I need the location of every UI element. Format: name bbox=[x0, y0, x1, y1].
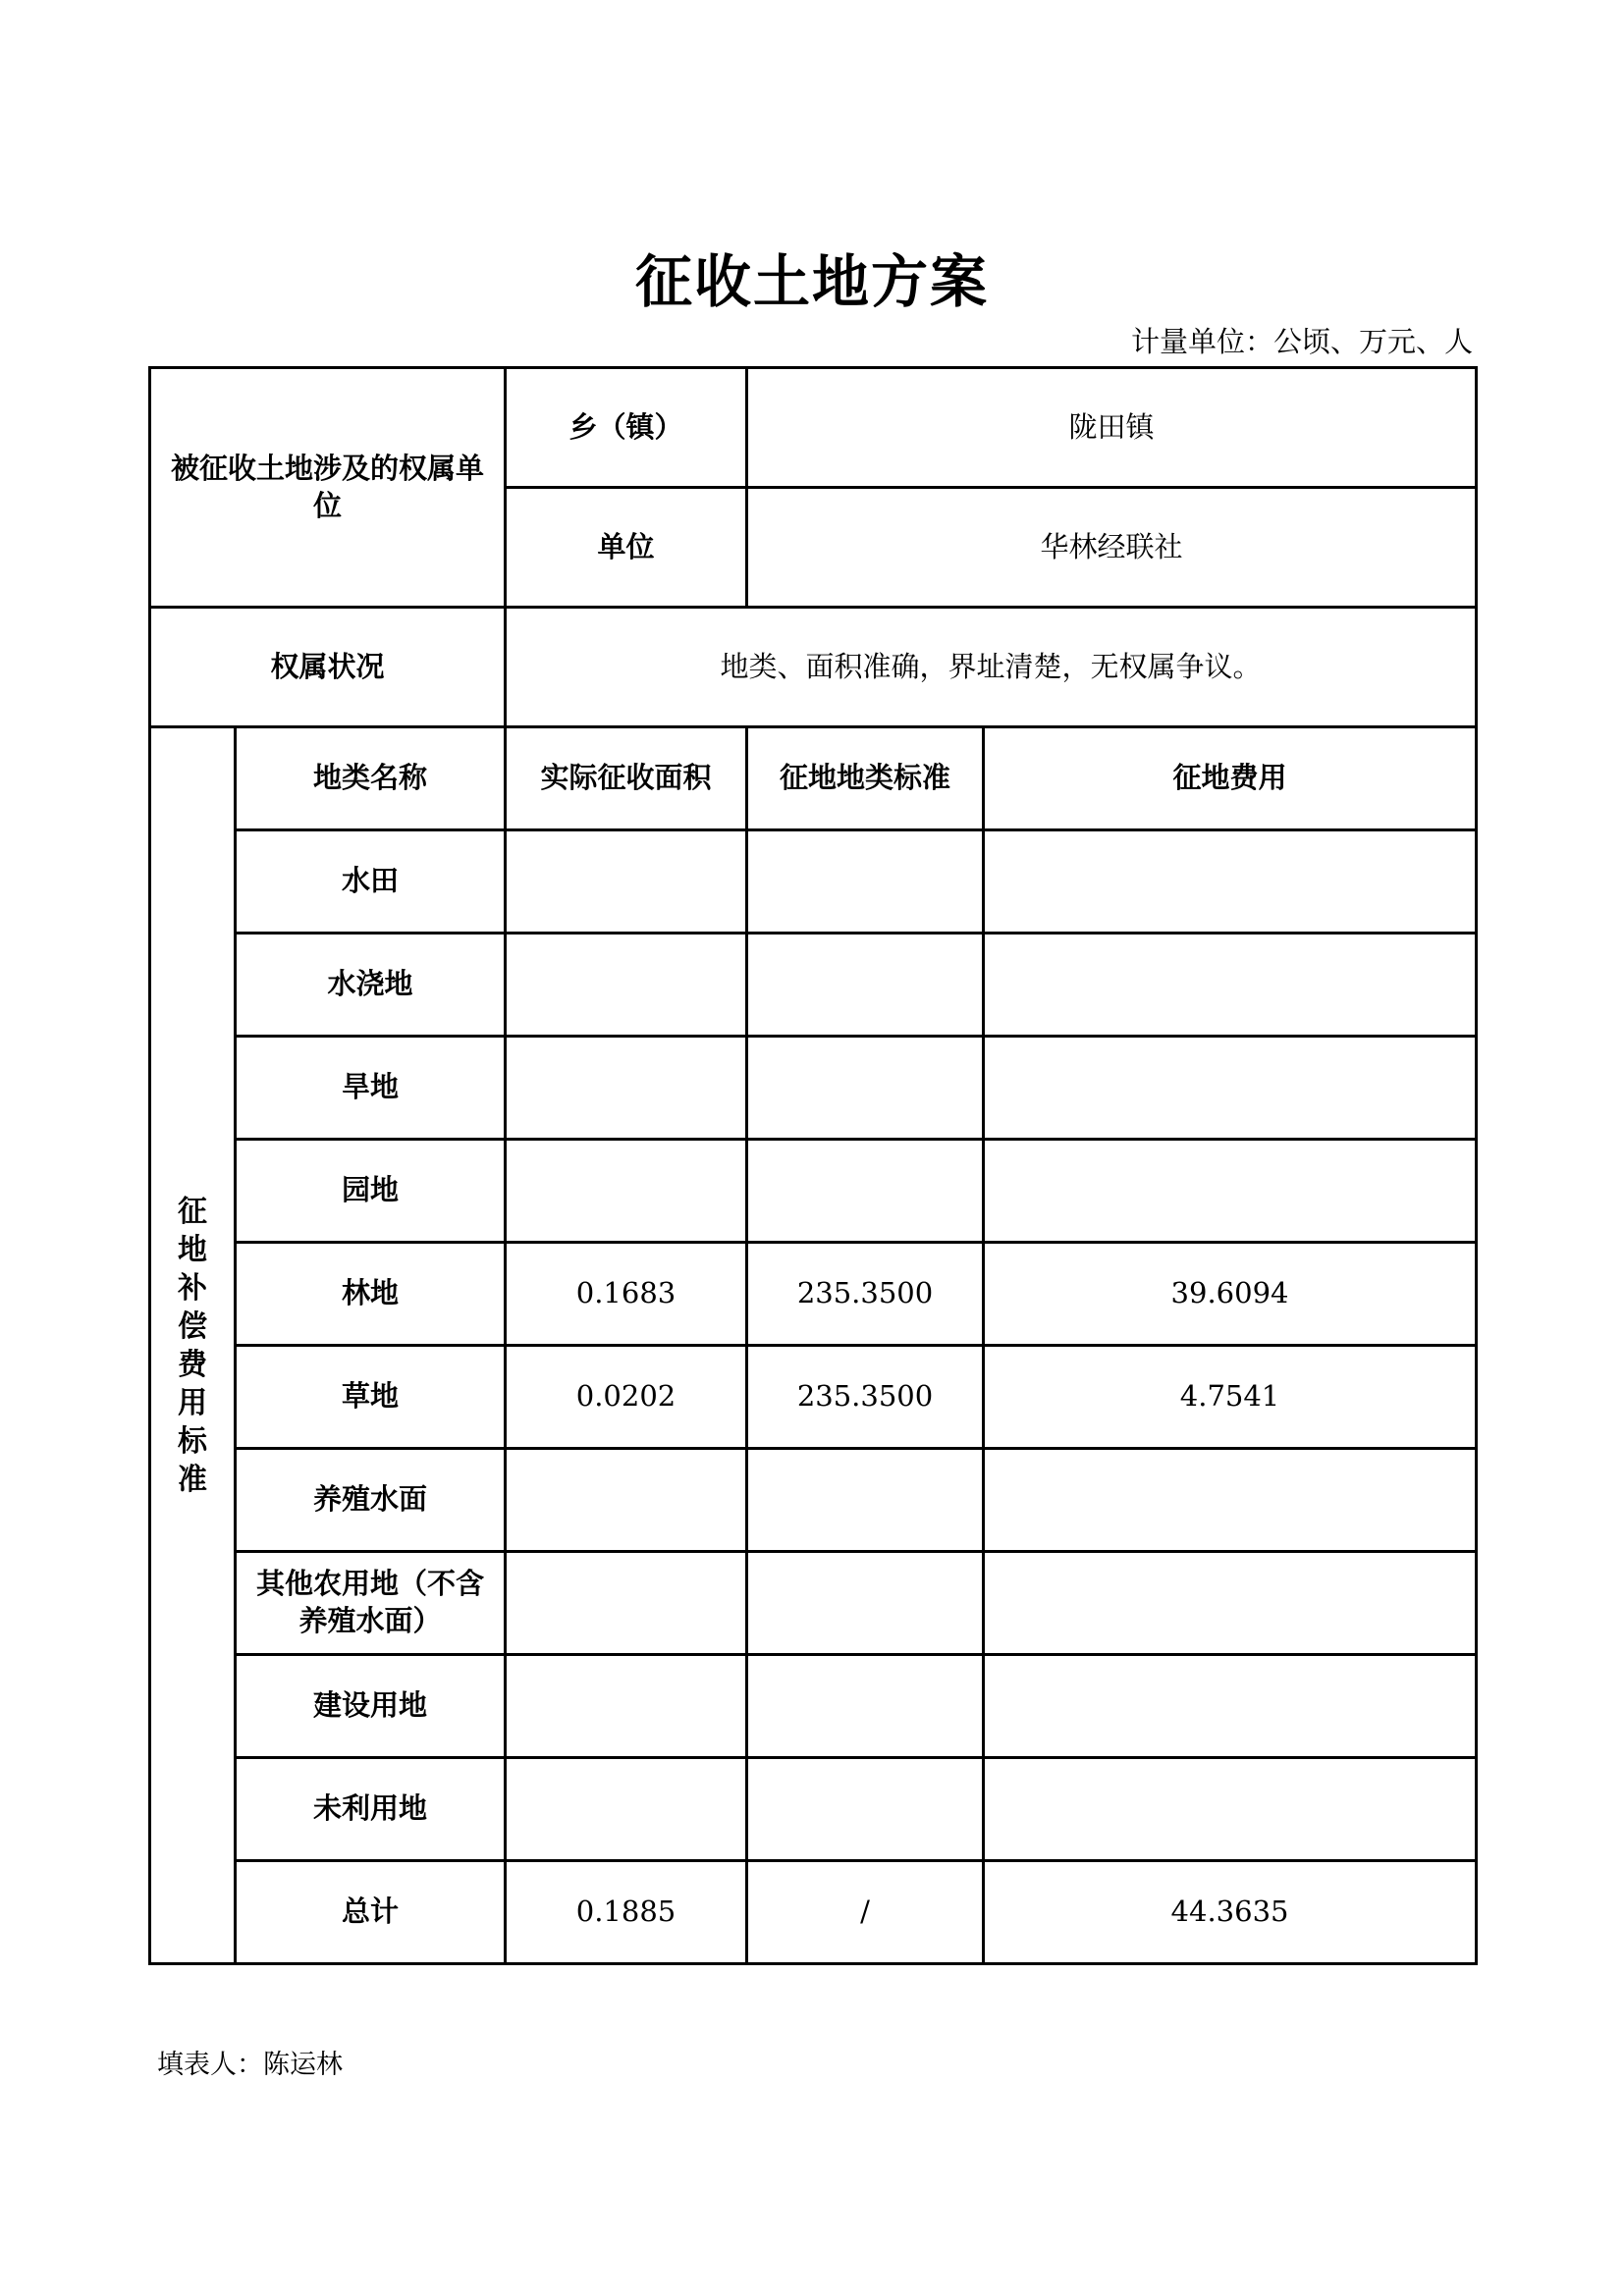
fee-cell bbox=[984, 1758, 1477, 1861]
standard-cell: 235.3500 bbox=[747, 1243, 984, 1346]
ownership-status-label: 权属状况 bbox=[150, 608, 506, 727]
fee-cell bbox=[984, 1552, 1477, 1655]
area-cell bbox=[506, 1449, 747, 1552]
total-label: 总计 bbox=[236, 1861, 506, 1964]
land-type-name: 园地 bbox=[236, 1140, 506, 1243]
township-value: 陇田镇 bbox=[747, 368, 1477, 488]
area-cell: 0.0202 bbox=[506, 1346, 747, 1449]
ownership-unit-label: 被征收土地涉及的权属单位 bbox=[150, 368, 506, 608]
form-filler: 填表人：陈运林 bbox=[157, 2050, 343, 2080]
table-row bbox=[150, 1758, 1477, 1861]
document-title: 征收土地方案 bbox=[634, 248, 989, 315]
unit-label: 单位 bbox=[506, 488, 747, 608]
table-row bbox=[150, 1552, 1477, 1655]
table-row bbox=[150, 830, 1477, 934]
table-row bbox=[150, 1346, 1477, 1449]
table-row bbox=[150, 1140, 1477, 1243]
ownership-status-value: 地类、面积准确，界址清楚，无权属争议。 bbox=[506, 608, 1477, 727]
fee-cell bbox=[984, 1140, 1477, 1243]
header-actual-area: 实际征收面积 bbox=[506, 727, 747, 830]
header-fee: 征地费用 bbox=[984, 727, 1477, 830]
land-type-name: 草地 bbox=[236, 1346, 506, 1449]
unit-note: 计量单位：公顷、万元、人 bbox=[1130, 325, 1473, 358]
land-type-name: 水浇地 bbox=[236, 934, 506, 1037]
area-cell: 0.1683 bbox=[506, 1243, 747, 1346]
area-cell bbox=[506, 830, 747, 934]
land-acquisition-table bbox=[148, 366, 1478, 1965]
land-type-name: 其他农用地（不含养殖水面） bbox=[236, 1552, 506, 1655]
compensation-side-label-text: 征地补偿费用标准 bbox=[178, 1194, 207, 1497]
table-row bbox=[150, 1243, 1477, 1346]
fee-cell bbox=[984, 1655, 1477, 1758]
standard-cell: 235.3500 bbox=[747, 1346, 984, 1449]
standard-cell bbox=[747, 1037, 984, 1140]
total-fee: 44.3635 bbox=[984, 1861, 1477, 1964]
township-label: 乡（镇） bbox=[506, 368, 747, 488]
header-land-type: 地类名称 bbox=[236, 727, 506, 830]
land-type-name: 旱地 bbox=[236, 1037, 506, 1140]
area-cell bbox=[506, 934, 747, 1037]
table-row bbox=[150, 1449, 1477, 1552]
land-type-name: 林地 bbox=[236, 1243, 506, 1346]
area-cell bbox=[506, 1037, 747, 1140]
fee-cell bbox=[984, 1449, 1477, 1552]
land-type-name: 未利用地 bbox=[236, 1758, 506, 1861]
land-type-name: 建设用地 bbox=[236, 1655, 506, 1758]
area-cell bbox=[506, 1552, 747, 1655]
standard-cell bbox=[747, 1552, 984, 1655]
standard-cell bbox=[747, 1655, 984, 1758]
fee-cell bbox=[984, 934, 1477, 1037]
standard-cell bbox=[747, 1449, 984, 1552]
standard-cell bbox=[747, 934, 984, 1037]
standard-cell bbox=[747, 1140, 984, 1243]
fee-cell bbox=[984, 830, 1477, 934]
unit-value: 华林经联社 bbox=[747, 488, 1477, 608]
fee-cell: 39.6094 bbox=[984, 1243, 1477, 1346]
fee-cell: 4.7541 bbox=[984, 1346, 1477, 1449]
compensation-side-label bbox=[150, 727, 236, 1964]
fee-cell bbox=[984, 1037, 1477, 1140]
area-cell bbox=[506, 1140, 747, 1243]
standard-cell bbox=[747, 1758, 984, 1861]
standard-cell bbox=[747, 830, 984, 934]
land-type-name: 水田 bbox=[236, 830, 506, 934]
area-cell bbox=[506, 1655, 747, 1758]
total-area: 0.1885 bbox=[506, 1861, 747, 1964]
land-type-name: 养殖水面 bbox=[236, 1449, 506, 1552]
area-cell bbox=[506, 1758, 747, 1861]
header-standard: 征地地类标准 bbox=[747, 727, 984, 830]
total-standard: / bbox=[747, 1861, 984, 1964]
table-row bbox=[150, 1037, 1477, 1140]
table-row bbox=[150, 1655, 1477, 1758]
table-row bbox=[150, 934, 1477, 1037]
total-row bbox=[150, 1861, 1477, 1964]
